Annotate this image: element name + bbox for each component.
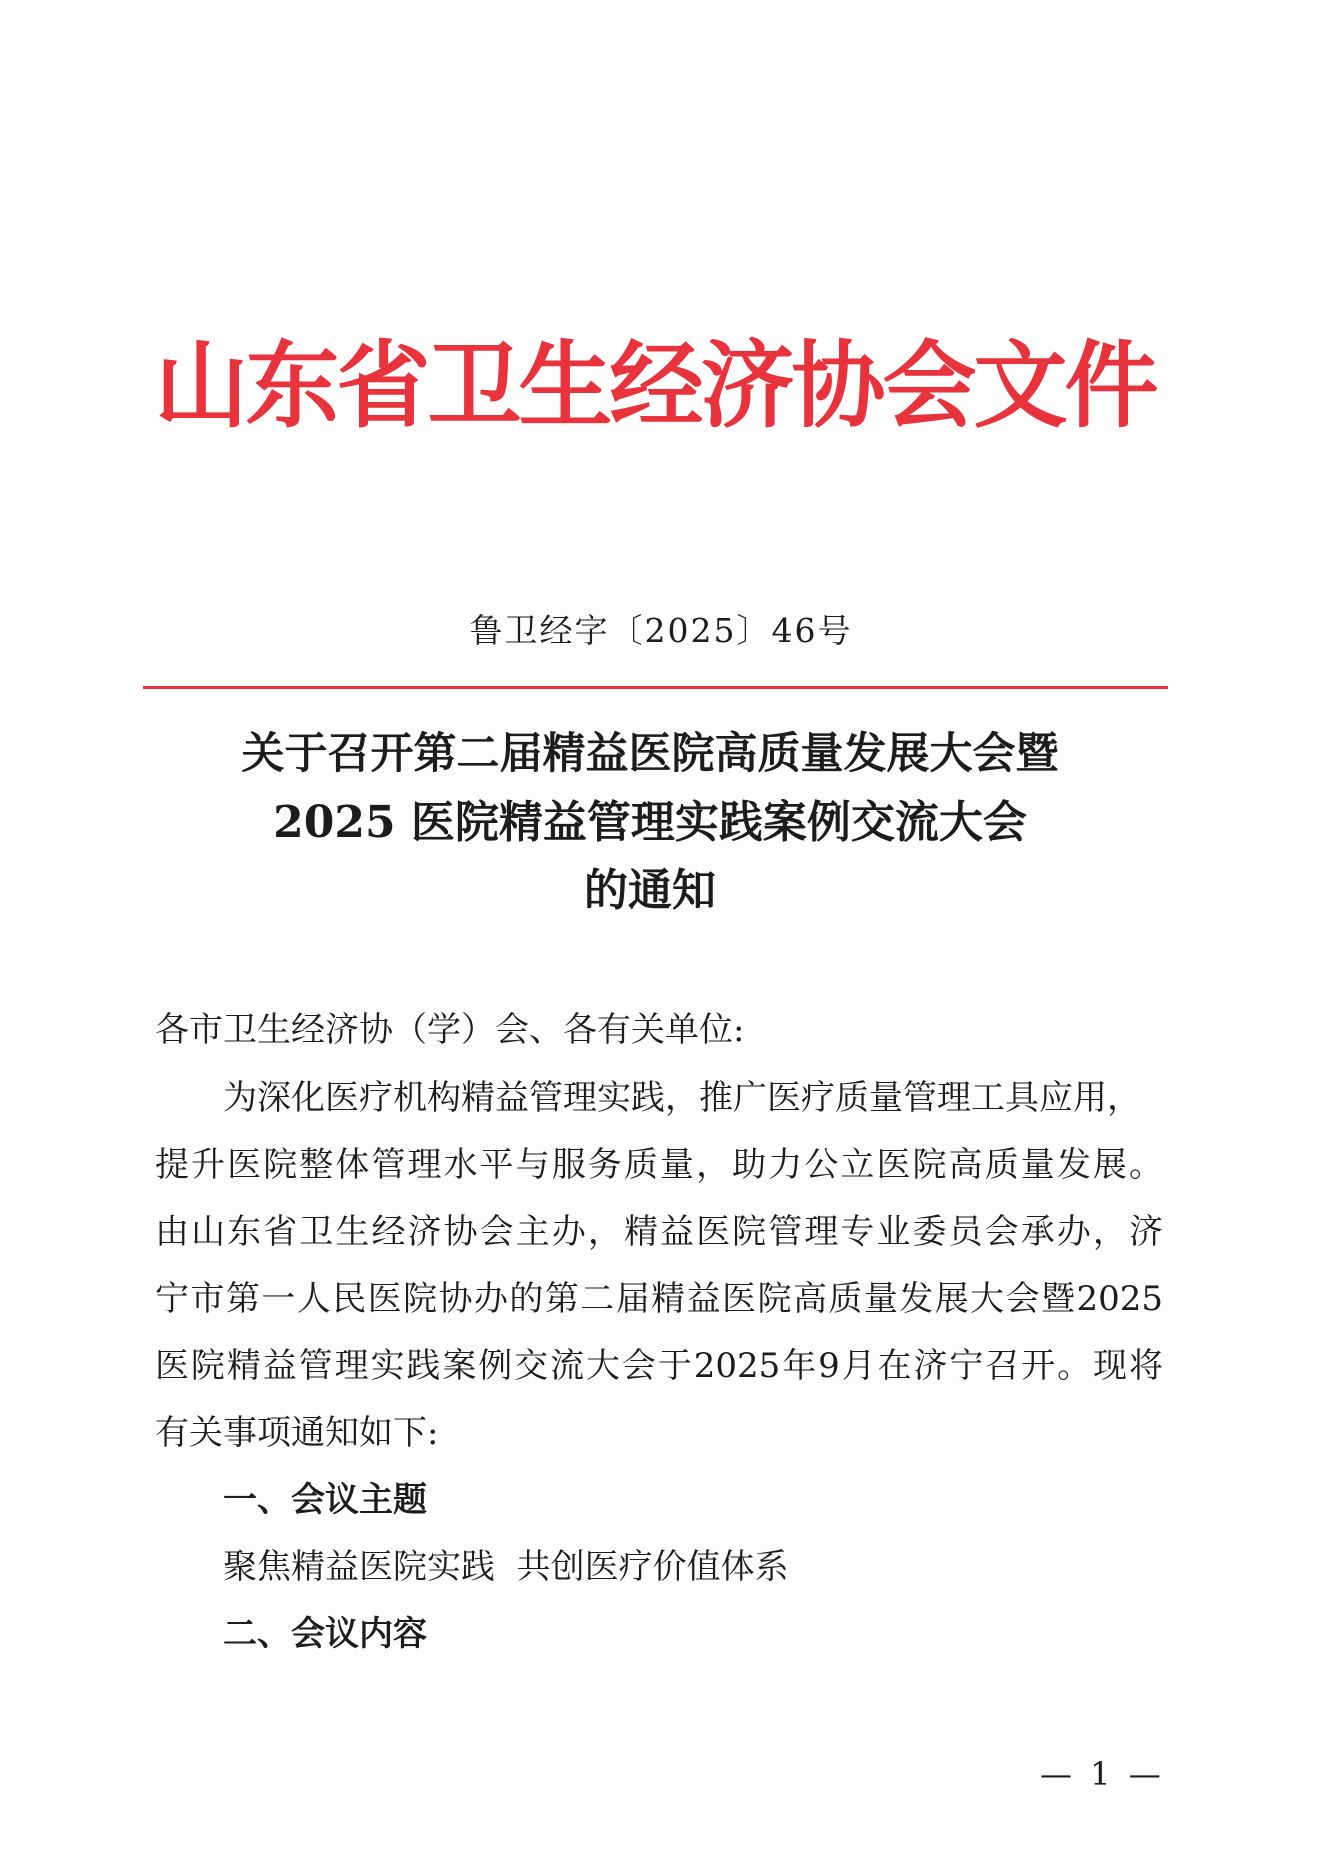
page-number: — 1 —: [1040, 1755, 1165, 1793]
notice-title-line-3: 的通知: [584, 865, 716, 916]
red-divider: [143, 686, 1168, 689]
masthead-title: 山东省卫生经济协会文件: [154, 332, 1156, 441]
notice-title-line-1: 关于召开第二届精益医院高质量发展大会暨: [241, 729, 1059, 779]
section-2-heading: 二、会议内容: [223, 1614, 427, 1654]
paragraph-line-6: 有关事项通知如下:: [155, 1413, 439, 1453]
notice-title-line-2: 2025 医院精益管理实践案例交流大会: [273, 797, 1027, 848]
paragraph-line-4: 宁市第一人民医院协办的第二届精益医院高质量发展大会暨2025: [155, 1279, 1163, 1319]
section-1-text: 聚焦精益医院实践 共创医疗价值体系: [223, 1547, 789, 1587]
paragraph-line-3: 由山东省卫生经济协会主办，精益医院管理专业委员会承办，济: [155, 1212, 1163, 1252]
salutation: 各市卫生经济协（学）会、各有关单位:: [155, 1010, 745, 1050]
paragraph-line-2: 提升医院整体管理水平与服务质量，助力公立医院高质量发展。: [155, 1145, 1163, 1185]
paragraph-line-1: 为深化医疗机构精益管理实践，推广医疗质量管理工具应用，: [223, 1078, 1141, 1118]
section-1-heading: 一、会议主题: [223, 1480, 427, 1520]
paragraph-line-5: 医院精益管理实践案例交流大会于2025年9月在济宁召开。现将: [155, 1346, 1163, 1386]
document-number: 鲁卫经字〔2025〕46号: [469, 611, 853, 650]
